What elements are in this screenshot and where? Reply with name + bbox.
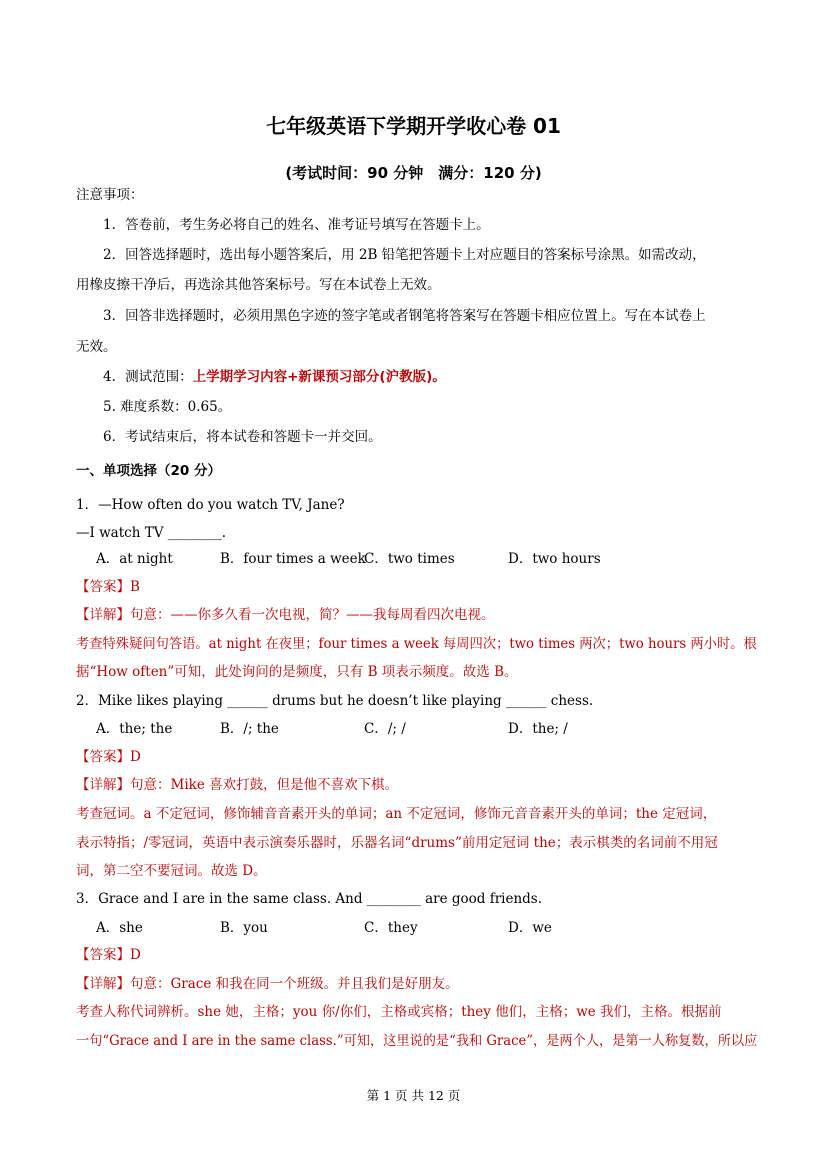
option-c: C．they	[364, 920, 418, 936]
notice-line: 3．回答非选择题时，必须用黑色字迹的签字笔或者钢笔将答案写在答题卡相应位置上。写在本试卷上	[103, 308, 706, 324]
notice-line: 5. 难度系数：0.65。	[103, 399, 232, 415]
answer-label: 【答案】D	[76, 947, 141, 963]
option-d: D．two hours	[508, 551, 601, 567]
notice-line: 1．答卷前，考生务必将自己的姓名、准考证号填写在答题卡上。	[103, 217, 490, 233]
detail-line	[76, 606, 495, 624]
notice-scope-value: 上学期学习内容+新课预习部分(沪教版)。	[192, 369, 446, 385]
option-d: D．the; /	[508, 721, 568, 737]
detail-line: 表示特指；/零冠词，英语中表示演奏乐器时，乐器名词“drums”前用定冠词 the；表示棋类的名词前不用冠	[76, 835, 718, 851]
notice-line: 无效。	[76, 339, 117, 355]
detail-line: 据“How often”可知，此处询问的是频度，只有 B 项表示频度。故选 B。	[76, 664, 518, 680]
option-b: B．four times a week	[220, 551, 366, 567]
option-a: A．she	[96, 920, 143, 936]
option-c: C．two times	[364, 551, 455, 567]
option-b: B．/; the	[220, 721, 279, 737]
notice-heading: 注意事项：	[76, 187, 144, 203]
exam-info: (考试时间：90 分钟 满分：120 分)	[285, 164, 542, 182]
detail-label: 【详解】	[76, 607, 130, 623]
answer-label: 【答案】D	[76, 749, 141, 765]
detail-line: 一句“Grace and I are in the same class.”可知，这里说的是“我和 Grace”，是两个人，是第一人称复数，所以应	[76, 1033, 758, 1049]
section-title: 一、单项选择（20 分）	[76, 463, 221, 479]
detail-line: 考查人称代词辨析。she 她，主格；you 你/你们，主格或宾格；they 他们，主格；we 我们，主格。根据前	[76, 1004, 722, 1020]
notice-line	[103, 368, 446, 386]
question-stem: 3．Grace and I are in the same class. And ________ are good friends.	[76, 891, 543, 907]
option-a: A．the; the	[96, 721, 173, 737]
detail-label: 【详解】	[76, 976, 130, 992]
detail-text: 句意：Grace 和我在同一个班级。并且我们是好朋友。	[130, 976, 459, 992]
detail-label: 【详解】	[76, 777, 130, 793]
notice-line: 用橡皮擦干净后，再选涂其他答案标号。写在本试卷上无效。	[76, 277, 441, 293]
option-d: D．we	[508, 920, 552, 936]
option-b: B．you	[220, 920, 268, 936]
detail-text: 句意：Mike 喜欢打鼓，但是他不喜欢下棋。	[130, 777, 399, 793]
detail-line: 考查特殊疑问句答语。at night 在夜里；four times a week 每周四次；two times 两次；two hours 两小时。根	[76, 636, 757, 652]
detail-line: 考查冠词。a 不定冠词，修饰辅音音素开头的单词；an 不定冠词，修饰元音音素开头的单词；the 定冠词，	[76, 806, 717, 822]
detail-line	[76, 776, 398, 794]
notice-line: 6．考试结束后，将本试卷和答题卡一并交回。	[103, 429, 382, 445]
notice-line: 2．回答选择题时，选出每小题答案后，用 2B 铅笔把答题卡上对应题目的答案标号涂黑。如需改动，	[103, 247, 706, 263]
option-c: C．/; /	[364, 721, 406, 737]
page-title: 七年级英语下学期开学收心卷 01	[266, 114, 561, 138]
question-stem: 1．—How often do you watch TV, Jane?	[76, 497, 345, 513]
page-footer: 第 1 页 共 12 页	[366, 1088, 461, 1103]
detail-line	[76, 975, 459, 993]
detail-line: 词，第二空不要冠词。故选 D。	[76, 863, 267, 879]
option-a: A．at night	[96, 551, 173, 567]
question-stem: —I watch TV ________.	[76, 525, 227, 541]
notice-scope-label: 4．测试范围：	[103, 369, 193, 385]
detail-text: 句意：——你多久看一次电视，简？——我每周看四次电视。	[130, 607, 495, 623]
question-stem: 2．Mike likes playing ______ drums but he doesn’t like playing ______ chess.	[76, 693, 594, 709]
answer-label: 【答案】B	[76, 579, 140, 595]
